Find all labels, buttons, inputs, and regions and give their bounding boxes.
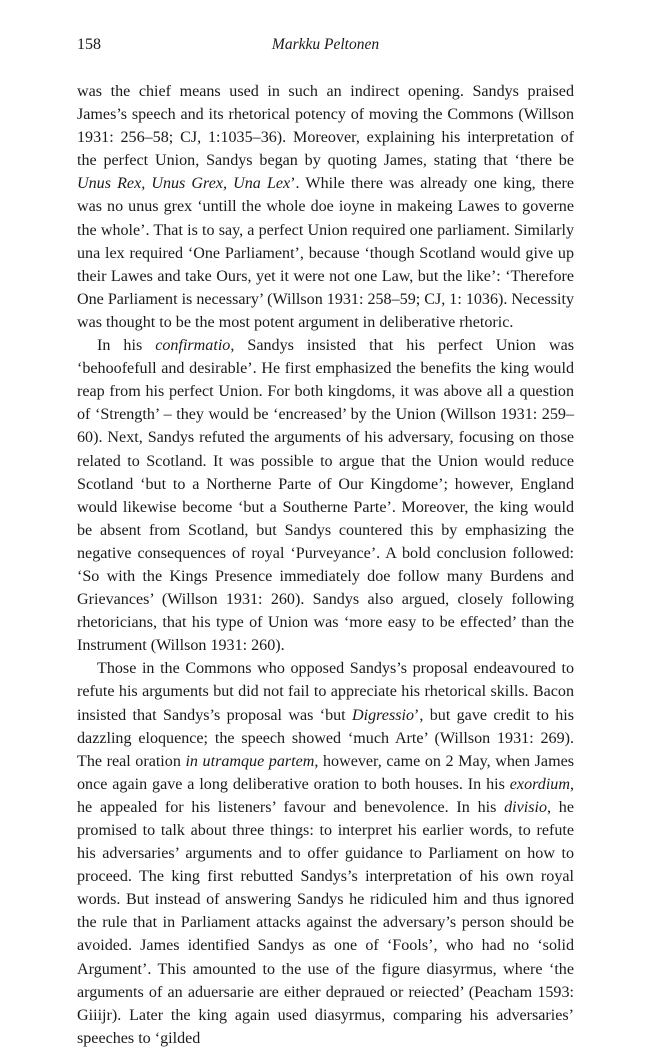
text-run: , however, came on 2 May, when James once again gave a long deliberative oration to both houses. In his (77, 752, 574, 793)
text-run: ’, but gave credit to his dazzling eloquence; the speech showed ‘much Arte’ (Willson 1931: 269). The real oration (77, 706, 574, 770)
paragraph (77, 657, 574, 1050)
italic-text-run: exordium (509, 775, 570, 793)
running-title: Markku Peltonen (271, 36, 380, 53)
running-head (77, 34, 574, 56)
text-run: ’. While there was already one king, there was no unus grex ‘untill the whole doe ioyne in makeing Lawes to governe the whole’. That is to say, a perfect Union required one parliament. Similarly una lex required ‘One Parliament’, because ‘though Scotland would give up their Lawes and take Ours, yet it were not one Law, but the like’: ‘Therefore One Parliament is necessary’ (Willson 1931: 258–59; CJ, 1: 1036). Necessity was thought to be the most potent argument in deliberative rhetoric. (77, 175, 574, 331)
paragraph (77, 334, 574, 657)
italic-text-run: Digressio (352, 706, 414, 724)
italic-text-run: confirmatio (155, 337, 231, 355)
page-number: 158 (77, 36, 101, 53)
text-run: , Sandys insisted that his perfect Union was ‘behoofefull and desirable’. He first emphasized the benefits the king would reap from his perfect Union. For both kingdoms, it was above all a question of ‘Strength’ – they would be ‘encreased’ by the Union (Willson 1931: 259–60). Next, Sandys refuted the arguments of his adversary, focusing on those related to Scotland. It was possible to argue that the Union would reduce Scotland ‘but to a Northerne Parte of Our Kingdome’; however, England would likewise become ‘but a Southerne Parte’. Moreover, the king would be absent from Scotland, but Sandys countered this by emphasizing the negative consequences of royal ‘Purveyance’. A bold conclusion followed: ‘So with the Kings Presence immediately doe follow many Burdens and Grievances’ (Willson 1931: 260). Sandys also argued, closely following rhetoricians, that his type of Union was ‘more easy to be effected’ than the Instrument (Willson 1931: 260). (77, 337, 575, 655)
text-run: Those in the Commons who opposed Sandys’s proposal endeavoured to refute his arguments but did not fail to appreciate his rhetorical skills. Bacon insisted that Sandys’s proposal was ‘but (77, 660, 574, 724)
italic-text-run: divisio (504, 798, 548, 816)
text-run: , he promised to talk about three things: to interpret his earlier words, to refute his adversaries’ arguments and to offer guidance to Parliament on how to proceed. The king first rebutted Sandys’s interpretation of his own royal words. But instead of answering Sandys he ridiculed him and thus ignored the rule that in Parliament attacks against the adversary’s person should be avoided. James identified Sandys as one of ‘Fools’, who had no ‘solid Argument’. This amounted to the use of the figure diasyrmus, where ‘the arguments of an aduersarie are either depraued or reiected’ (Peacham 1593: Giiijr). Later the king again used diasyrmus, comparing his adversaries’ speeches to ‘gilded (77, 798, 574, 1047)
body-text (77, 80, 574, 1050)
text-run: was the chief means used in such an indirect opening. Sandys praised James’s speech and its rhetorical potency of moving the Commons (Willson 1931: 256–58; CJ, 1:1035–36). Moreover, explaining his interpretation of the perfect Union, Sandys began by quoting James, stating that ‘there be (77, 83, 574, 170)
text-run: In his (97, 337, 156, 355)
paragraph (77, 80, 574, 334)
italic-text-run: Unus Rex, Unus Grex, Una Lex (77, 175, 291, 193)
text-run: , he appealed for his listeners’ favour and benevolence. In his (77, 775, 574, 816)
italic-text-run: in utramque partem (185, 752, 315, 770)
